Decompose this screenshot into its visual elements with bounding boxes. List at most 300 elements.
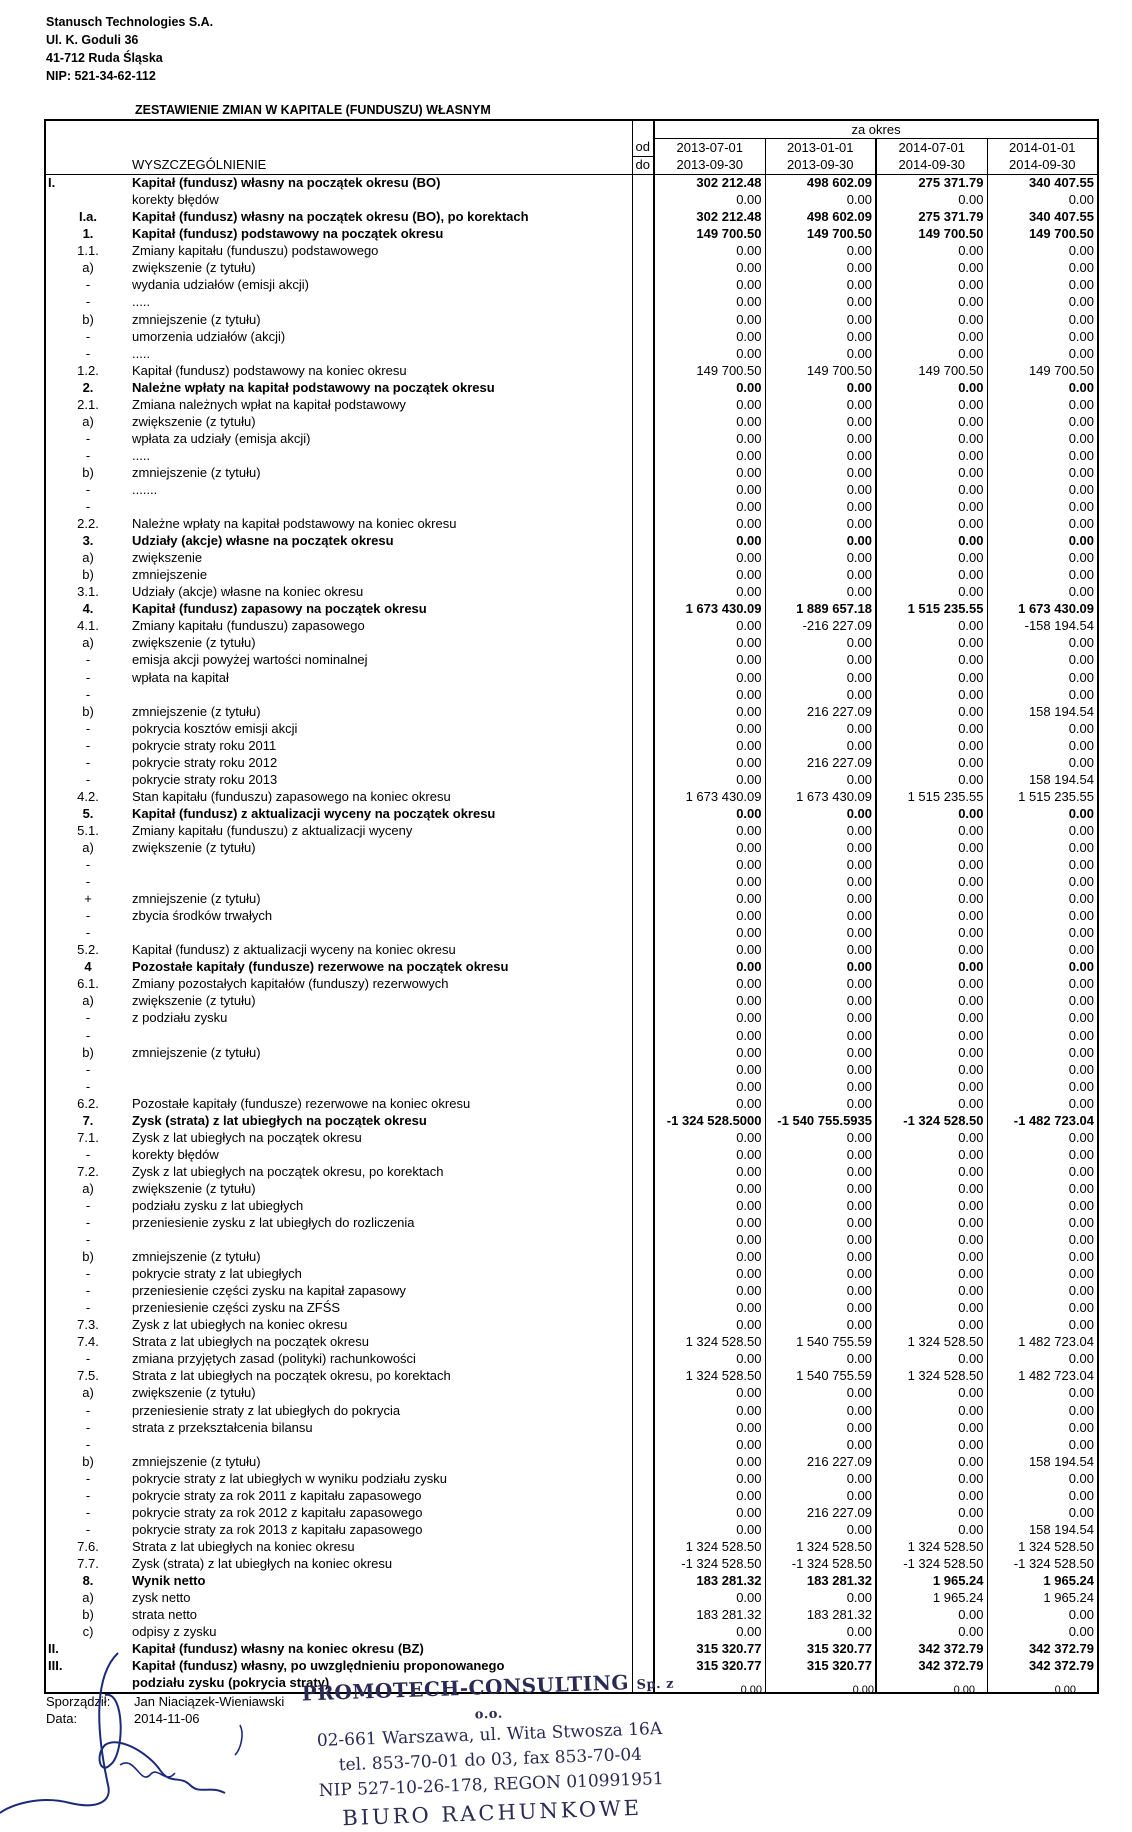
row-value-period-3: 0.00 [876, 1521, 987, 1538]
row-value-period-4: 1 965.24 [987, 1572, 1098, 1589]
row-value-period-4: 0.00 [987, 720, 1098, 737]
row-spacer [632, 481, 654, 498]
row-spacer [632, 1470, 654, 1487]
row-value-period-3: 0.00 [876, 499, 987, 516]
table-row [45, 925, 1098, 942]
header-row-od [45, 139, 1098, 157]
row-description: zwiększenie [132, 550, 203, 566]
row-value-period-2: 0.00 [765, 1061, 876, 1078]
row-description: Kapitał (fundusz) podstawowy na początek okresu [132, 226, 444, 242]
row-value-period-1: 0.00 [654, 1232, 765, 1249]
row-description: zwiększenie (z tytułu) [132, 260, 256, 276]
row-value-period-1: 0.00 [654, 993, 765, 1010]
table-row [45, 1538, 1098, 1555]
table-row [45, 720, 1098, 737]
row-value-period-3: -1 324 528.50 [876, 1112, 987, 1129]
row-value-period-2: 0.00 [765, 1385, 876, 1402]
row-value-period-2: 0.00 [765, 1436, 876, 1453]
row-spacer [632, 1590, 654, 1607]
row-value-period-4: 0.00 [987, 1624, 1098, 1641]
row-value-period-1: 0.00 [654, 1453, 765, 1470]
row-description: zwiększenie (z tytułu) [132, 839, 256, 855]
bottom-value: 0.00 [953, 1684, 975, 1696]
row-value-period-4: 0.00 [987, 959, 1098, 976]
row-value-period-1: 302 212.48 [654, 174, 765, 192]
row-value-period-4: 158 194.54 [987, 1453, 1098, 1470]
row-spacer [632, 1078, 654, 1095]
row-value-period-4: 158 194.54 [987, 771, 1098, 788]
date-value: 2014-11-06 [134, 1711, 200, 1726]
row-value-period-1: 0.00 [654, 1163, 765, 1180]
row-code: a) [45, 1180, 130, 1197]
row-spacer [632, 720, 654, 737]
row-value-period-2: 216 227.09 [765, 1453, 876, 1470]
row-value-period-1: 0.00 [654, 1215, 765, 1232]
row-value-period-3: 0.00 [876, 1215, 987, 1232]
row-value-period-2: 0.00 [765, 635, 876, 652]
table-row [45, 1572, 1098, 1589]
row-value-period-4: 0.00 [987, 908, 1098, 925]
row-value-period-1: 0.00 [654, 635, 765, 652]
period-3-do: 2014-09-30 [876, 156, 987, 174]
row-value-period-1: 0.00 [654, 754, 765, 771]
table-row [45, 1590, 1098, 1607]
row-description: pokrycia kosztów emisji akcji [132, 720, 298, 736]
row-description: Zmiany pozostałych kapitałów (funduszy) rezerwowych [132, 976, 449, 992]
row-code: - [45, 1061, 130, 1078]
row-description: pokrycie straty z lat ubiegłych [132, 1266, 302, 1282]
row-spacer [632, 1095, 654, 1112]
row-description: przeniesienie zysku z lat ubiegłych do rozliczenia [132, 1215, 415, 1231]
row-code: - [45, 771, 130, 788]
row-value-period-4: 1 965.24 [987, 1590, 1098, 1607]
table-row [45, 430, 1098, 447]
row-value-period-1: 0.00 [654, 652, 765, 669]
row-value-period-1: 0.00 [654, 413, 765, 430]
row-value-period-3: 0.00 [876, 1487, 987, 1504]
table-row [45, 1385, 1098, 1402]
row-value-period-3: 0.00 [876, 345, 987, 362]
row-description: korekty błędów [132, 192, 219, 208]
bottom-value: 0.00 [1054, 1684, 1076, 1696]
row-value-period-3: 0.00 [876, 1504, 987, 1521]
row-description: Pozostałe kapitały (fundusze) rezerwowe na koniec okresu [132, 1095, 471, 1111]
row-value-period-1: 0.00 [654, 1436, 765, 1453]
table-row [45, 874, 1098, 891]
row-value-period-1: 0.00 [654, 1078, 765, 1095]
row-value-period-1: 1 324 528.50 [654, 1538, 765, 1555]
table-row [45, 499, 1098, 516]
row-value-period-4: 0.00 [987, 1129, 1098, 1146]
row-spacer [632, 447, 654, 464]
row-code: 2.2. [45, 516, 130, 533]
row-value-period-2: 0.00 [765, 1624, 876, 1641]
row-value-period-1: 0.00 [654, 1129, 765, 1146]
row-value-period-1: 0.00 [654, 516, 765, 533]
period-4-do: 2014-09-30 [987, 156, 1098, 174]
row-description: zmniejszenie (z tytułu) [132, 703, 261, 719]
row-value-period-1: 0.00 [654, 396, 765, 413]
row-spacer [632, 174, 654, 192]
row-spacer [632, 1487, 654, 1504]
row-value-period-1: 0.00 [654, 447, 765, 464]
row-value-period-1: 0.00 [654, 1010, 765, 1027]
row-value-period-1: 0.00 [654, 499, 765, 516]
prepared-label: Sporządził: [46, 1694, 111, 1709]
row-spacer [632, 516, 654, 533]
table-row [45, 1146, 1098, 1163]
row-description: pokrycie straty roku 2013 [132, 771, 278, 787]
row-spacer [632, 942, 654, 959]
row-value-period-2: 315 320.77 [765, 1658, 876, 1675]
row-value-period-4: 0.00 [987, 1470, 1098, 1487]
row-value-period-3: 0.00 [876, 1351, 987, 1368]
row-value-period-1: 0.00 [654, 1385, 765, 1402]
company-name: Stanusch Technologies S.A. [46, 15, 214, 29]
row-description: ....... [132, 482, 158, 497]
row-code: - [45, 481, 130, 498]
row-value-period-3: 0.00 [876, 857, 987, 874]
row-value-period-2: 0.00 [765, 959, 876, 976]
row-description: Zmiany kapitału (funduszu) zapasowego [132, 618, 365, 634]
row-description: zmniejszenie (z tytułu) [132, 1453, 261, 1469]
row-value-period-2: -1 324 528.50 [765, 1555, 876, 1572]
row-spacer [632, 703, 654, 720]
row-value-period-3: 0.00 [876, 942, 987, 959]
row-value-period-2: 0.00 [765, 567, 876, 584]
row-description: pokrycie straty roku 2012 [132, 754, 278, 770]
row-spacer [632, 209, 654, 226]
row-spacer [632, 1010, 654, 1027]
row-value-period-2: 0.00 [765, 1129, 876, 1146]
row-spacer [632, 1402, 654, 1419]
table-row [45, 328, 1098, 345]
row-code: - [45, 1504, 130, 1521]
row-code: - [45, 1521, 130, 1538]
row-value-period-3: 149 700.50 [876, 362, 987, 379]
row-value-period-4: 0.00 [987, 311, 1098, 328]
row-code: 7.4. [45, 1334, 130, 1351]
row-value-period-4: 0.00 [987, 1283, 1098, 1300]
row-code: - [45, 1470, 130, 1487]
row-value-period-4: 0.00 [987, 192, 1098, 209]
row-value-period-4: 0.00 [987, 1385, 1098, 1402]
header-row-period [45, 120, 1098, 139]
row-description: Zysk z lat ubiegłych na początek okresu, po korektach [132, 1163, 444, 1179]
row-value-period-1: 0.00 [654, 857, 765, 874]
table-row [45, 533, 1098, 550]
row-value-period-3: 0.00 [876, 260, 987, 277]
row-spacer [632, 1163, 654, 1180]
row-value-period-3: 0.00 [876, 447, 987, 464]
row-value-period-3: 1 324 528.50 [876, 1334, 987, 1351]
row-value-period-1: 0.00 [654, 1283, 765, 1300]
table-row [45, 311, 1098, 328]
row-spacer [632, 959, 654, 976]
row-value-period-1: 0.00 [654, 959, 765, 976]
row-description: pokrycie straty za rok 2012 z kapitału zapasowego [132, 1504, 423, 1520]
row-value-period-4: 1 324 528.50 [987, 1538, 1098, 1555]
table-row [45, 413, 1098, 430]
row-value-period-4: 0.00 [987, 1402, 1098, 1419]
row-value-period-1: 1 324 528.50 [654, 1368, 765, 1385]
row-code: a) [45, 413, 130, 430]
row-value-period-4: 0.00 [987, 499, 1098, 516]
bottom-value: 0.00 [740, 1684, 762, 1696]
table-row [45, 1010, 1098, 1027]
row-value-period-4: 0.00 [987, 1215, 1098, 1232]
row-description: Zmiany kapitału (funduszu) podstawowego [132, 243, 379, 259]
row-description: podziału zysku z lat ubiegłych [132, 1197, 304, 1213]
row-code: - [45, 1232, 130, 1249]
row-value-period-3: 0.00 [876, 584, 987, 601]
row-value-period-1: 0.00 [654, 260, 765, 277]
header-za-okres: za okres [654, 120, 1098, 139]
row-value-period-3: 0.00 [876, 1470, 987, 1487]
row-value-period-1: 0.00 [654, 345, 765, 362]
row-value-period-4: 0.00 [987, 669, 1098, 686]
row-value-period-3: 0.00 [876, 1283, 987, 1300]
row-code: 4. [45, 601, 130, 618]
table-row [45, 805, 1098, 822]
row-value-period-4: 342 372.79 [987, 1658, 1098, 1675]
row-value-period-2: 0.00 [765, 243, 876, 260]
row-value-period-2: 0.00 [765, 1232, 876, 1249]
row-code: 2.1. [45, 396, 130, 413]
row-spacer [632, 993, 654, 1010]
row-code: 2. [45, 379, 130, 396]
row-description: Należne wpłaty na kapitał podstawowy na koniec okresu [132, 516, 457, 532]
row-value-period-3: 0.00 [876, 891, 987, 908]
row-value-period-2: 149 700.50 [765, 362, 876, 379]
row-description: zmniejszenie (z tytułu) [132, 891, 261, 907]
row-value-period-2: 0.00 [765, 1163, 876, 1180]
row-description: emisja akcji powyżej wartości nominalnej [132, 652, 368, 668]
row-spacer [632, 1351, 654, 1368]
table-row [45, 1027, 1098, 1044]
row-spacer [632, 1624, 654, 1641]
row-value-period-1: 0.00 [654, 192, 765, 209]
header-column-description: WYSZCZEGÓLNIENIE [132, 156, 267, 172]
row-value-period-4: 0.00 [987, 839, 1098, 856]
row-value-period-3: 0.00 [876, 192, 987, 209]
row-value-period-1: 0.00 [654, 908, 765, 925]
row-value-period-1: 0.00 [654, 686, 765, 703]
row-code: b) [45, 567, 130, 584]
row-value-period-2: -1 540 755.5935 [765, 1112, 876, 1129]
row-value-period-4: 0.00 [987, 516, 1098, 533]
row-value-period-4: 0.00 [987, 737, 1098, 754]
row-description: Kapitał (fundusz) zapasowy na początek okresu [132, 601, 427, 617]
header-row-do [45, 156, 1098, 174]
row-value-period-3: 1 515 235.55 [876, 601, 987, 618]
row-value-period-3: 0.00 [876, 1607, 987, 1624]
row-spacer [632, 1044, 654, 1061]
row-value-period-1: 0.00 [654, 822, 765, 839]
row-description: Kapitał (fundusz) własny na początek okresu (BO), po korektach [132, 209, 529, 225]
table-row [45, 976, 1098, 993]
row-value-period-3: 0.00 [876, 1078, 987, 1095]
row-description: przeniesienie części zysku na ZFŚS [132, 1300, 341, 1316]
row-value-period-1: 0.00 [654, 1419, 765, 1436]
table-row [45, 584, 1098, 601]
row-description: Kapitał (fundusz) z aktualizacji wyceny na koniec okresu [132, 942, 456, 958]
table-row [45, 379, 1098, 396]
row-spacer [632, 192, 654, 209]
row-value-period-2: 1 673 430.09 [765, 788, 876, 805]
row-code: a) [45, 635, 130, 652]
row-code: III. [45, 1658, 130, 1675]
row-value-period-2: 0.00 [765, 1078, 876, 1095]
row-spacer [632, 1607, 654, 1624]
row-value-period-2: 0.00 [765, 464, 876, 481]
row-code: a) [45, 1590, 130, 1607]
row-value-period-1: 0.00 [654, 1249, 765, 1266]
row-code: 5. [45, 805, 130, 822]
table-row [45, 1607, 1098, 1624]
table-row [45, 703, 1098, 720]
row-value-period-3: 0.00 [876, 993, 987, 1010]
row-code: 6.2. [45, 1095, 130, 1112]
row-description: umorzenia udziałów (akcji) [132, 328, 286, 344]
table-row [45, 754, 1098, 771]
row-value-period-4: 0.00 [987, 1249, 1098, 1266]
row-spacer [632, 464, 654, 481]
stamp-phone: tel. 853-70-01 do 03, fax 853-70-04 [338, 1744, 643, 1776]
row-description: Strata z lat ubiegłych na koniec okresu [132, 1538, 355, 1554]
row-value-period-1: 0.00 [654, 243, 765, 260]
row-spacer [632, 328, 654, 345]
table-row [45, 1453, 1098, 1470]
row-value-period-2: 1 540 755.59 [765, 1368, 876, 1385]
row-value-period-1: 0.00 [654, 891, 765, 908]
row-value-period-2: 0.00 [765, 1146, 876, 1163]
row-spacer [632, 788, 654, 805]
row-value-period-4: 0.00 [987, 1197, 1098, 1214]
row-code: 4 [45, 959, 130, 976]
row-code: c) [45, 1624, 130, 1641]
row-spacer [632, 1027, 654, 1044]
document-title: ZESTAWIENIE ZMIAN W KAPITALE (FUNDUSZU) WŁASNYM [135, 103, 491, 117]
row-value-period-4: 0.00 [987, 567, 1098, 584]
row-value-period-1: 0.00 [654, 720, 765, 737]
row-description [130, 1078, 632, 1095]
row-spacer [632, 1300, 654, 1317]
row-description: Zmiana należnych wpłat na kapitał podstawowy [132, 396, 406, 412]
row-code: b) [45, 1453, 130, 1470]
row-value-period-1: 0.00 [654, 669, 765, 686]
row-code: a) [45, 260, 130, 277]
row-spacer [632, 857, 654, 874]
row-code: + [45, 891, 130, 908]
row-spacer [632, 1180, 654, 1197]
row-value-period-4: 0.00 [987, 1044, 1098, 1061]
row-code: - [45, 277, 130, 294]
row-value-period-3: 0.00 [876, 1385, 987, 1402]
row-value-period-3: 0.00 [876, 1266, 987, 1283]
table-row [45, 1368, 1098, 1385]
table-row [45, 788, 1098, 805]
row-value-period-1: 0.00 [654, 1146, 765, 1163]
row-value-period-4: 1 673 430.09 [987, 601, 1098, 618]
row-description: ..... [132, 294, 151, 310]
row-value-period-3: 1 324 528.50 [876, 1368, 987, 1385]
table-row [45, 1470, 1098, 1487]
row-value-period-2: 0.00 [765, 839, 876, 856]
row-value-period-1: 0.00 [654, 328, 765, 345]
table-row [45, 447, 1098, 464]
row-value-period-3: 0.00 [876, 959, 987, 976]
row-spacer [632, 260, 654, 277]
row-value-period-1: 1 673 430.09 [654, 788, 765, 805]
row-value-period-4: 0.00 [987, 243, 1098, 260]
row-value-period-2: 0.00 [765, 976, 876, 993]
row-description: Wynik netto [132, 1573, 206, 1588]
row-spacer [632, 379, 654, 396]
row-description: zwiększenie (z tytułu) [132, 993, 256, 1009]
row-code: 1. [45, 226, 130, 243]
row-spacer [632, 976, 654, 993]
row-value-period-3: 0.00 [876, 686, 987, 703]
row-value-period-3: 0.00 [876, 1095, 987, 1112]
row-code: 4.1. [45, 618, 130, 635]
row-value-period-1: 0.00 [654, 1266, 765, 1283]
row-code: - [45, 1436, 130, 1453]
table-row [45, 822, 1098, 839]
row-value-period-2: 0.00 [765, 891, 876, 908]
table-row [45, 396, 1098, 413]
row-value-period-4: 0.00 [987, 294, 1098, 311]
row-value-period-1: 0.00 [654, 294, 765, 311]
equity-changes-table [44, 119, 1099, 1694]
row-value-period-1: 0.00 [654, 1061, 765, 1078]
table-row [45, 839, 1098, 856]
row-value-period-3: 0.00 [876, 1624, 987, 1641]
row-value-period-3: 0.00 [876, 737, 987, 754]
row-description: korekty błędów [132, 1146, 219, 1162]
row-spacer [632, 601, 654, 618]
row-value-period-4: 342 372.79 [987, 1641, 1098, 1658]
row-value-period-2: 0.00 [765, 413, 876, 430]
row-value-period-3: 0.00 [876, 294, 987, 311]
row-value-period-1: 0.00 [654, 1044, 765, 1061]
row-value-period-4: 0.00 [987, 1436, 1098, 1453]
row-spacer [632, 1232, 654, 1249]
row-spacer [632, 908, 654, 925]
row-description [130, 1027, 632, 1044]
table-row [45, 481, 1098, 498]
row-value-period-2: 0.00 [765, 1215, 876, 1232]
row-description [130, 1232, 632, 1249]
table-row [45, 1249, 1098, 1266]
row-value-period-4: 0.00 [987, 260, 1098, 277]
row-description [130, 499, 632, 516]
row-spacer [632, 737, 654, 754]
row-description: Kapitał (fundusz) podstawowy na koniec okresu [132, 362, 407, 378]
row-description: zysk netto [132, 1590, 191, 1606]
row-value-period-2: 0.00 [765, 1010, 876, 1027]
row-code: 1.2. [45, 362, 130, 379]
row-value-period-1: 0.00 [654, 1027, 765, 1044]
row-value-period-3: 0.00 [876, 635, 987, 652]
row-spacer [632, 1453, 654, 1470]
company-city: 41-712 Ruda Śląska [46, 51, 163, 65]
row-code [45, 192, 130, 209]
row-spacer [632, 1215, 654, 1232]
table-row [45, 686, 1098, 703]
row-value-period-3: 0.00 [876, 430, 987, 447]
row-spacer [632, 669, 654, 686]
